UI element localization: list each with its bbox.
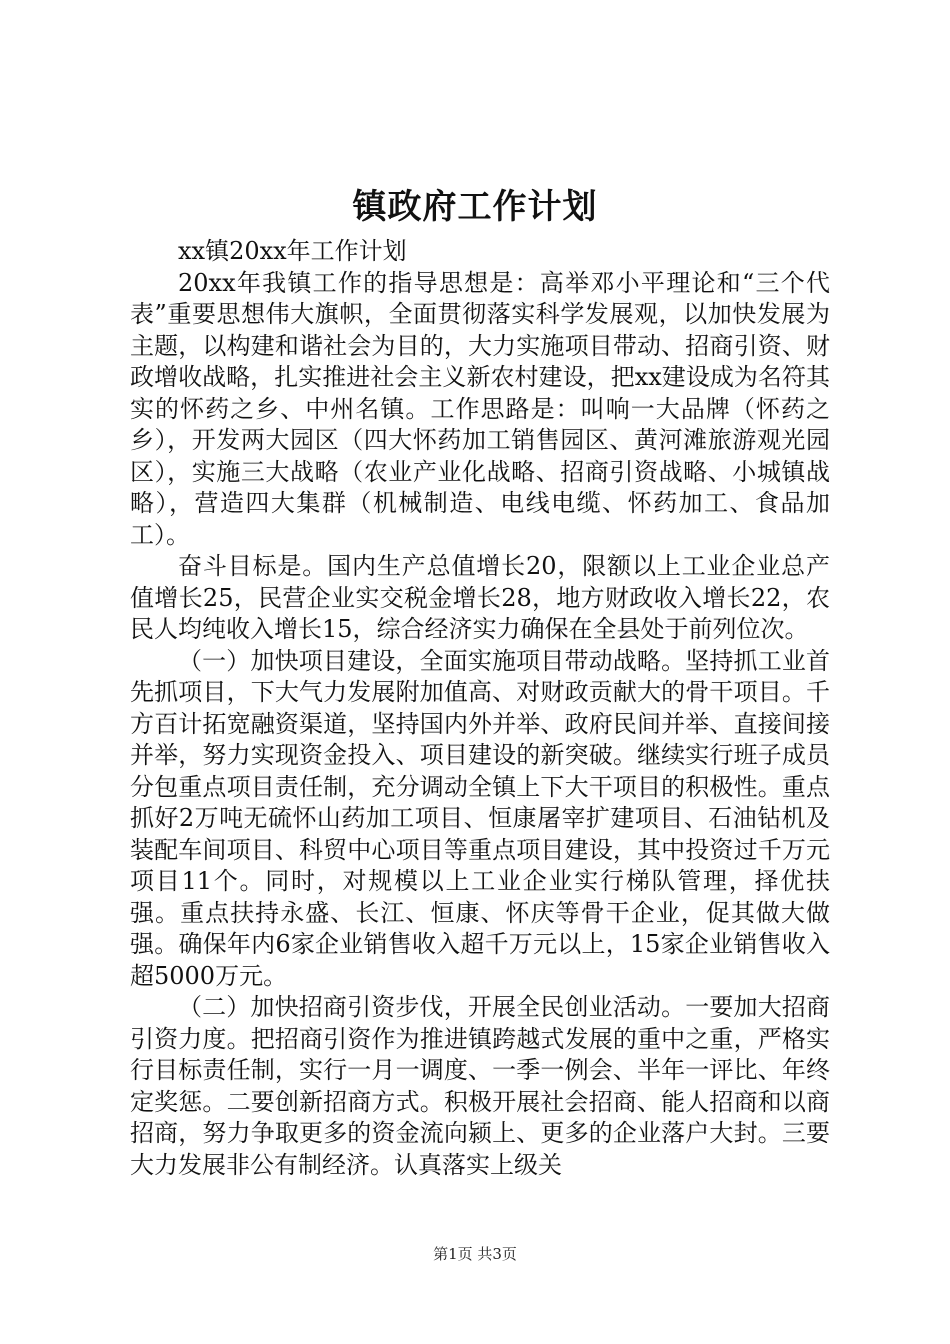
paragraph-investment-promotion: （二）加快招商引资步伐，开展全民创业活动。一要加大招商引资力度。把招商引资作为推进镇跨越式发展的重中之重，严格实行目标责任制，实行一月一调度、一季一例会、半年一评比、年终定奖惩。二要创新招商方式。积极开展社会招商、能人招商和以商招商，努力争取更多的资金流向颍上、更多的企业落户大封。三要大力发展非公有制经济。认真落实上级关 — [130, 993, 830, 1179]
page-footer: 第1页 共3页 — [433, 1245, 517, 1263]
document-subtitle: xx镇20xx年工作计划 — [178, 237, 407, 265]
paragraph-goals: 奋斗目标是。国内生产总值增长20，限额以上工业企业总产值增长25，民营企业实交税金增长28，地方财政收入增长22，农民人均纯收入增长15，综合经济实力确保在全县处于前列位次。 — [130, 552, 830, 643]
document-title: 镇政府工作计划 — [352, 187, 598, 227]
paragraph-project-construction: （一）加快项目建设，全面实施项目带动战略。坚持抓工业首先抓项目，下大气力发展附加值高、对财政贡献大的骨干项目。千方百计拓宽融资渠道，坚持国内外并举、政府民间并举、直接间接并举，努力实现资金投入、项目建设的新突破。继续实行班子成员分包重点项目责任制，充分调动全镇上下大干项目的积极性。重点抓好2万吨无硫怀山药加工项目、恒康屠宰扩建项目、石油钻机及装配车间项目、科贸中心项目等重点项目建设，其中投资过千万元项目11个。同时，对规模以上工业企业实行梯队管理，择优扶强。重点扶持永盛、长江、恒康、怀庆等骨干企业，促其做大做强。确保年内6家企业销售收入超千万元以上，15家企业销售收入超5000万元。 — [130, 646, 830, 990]
paragraph-guiding-thought: 20xx年我镇工作的指导思想是：高举邓小平理论和“三个代表”重要思想伟大旗帜，全面贯彻落实科学发展观，以加快发展为主题，以构建和谐社会为目的，大力实施项目带动、招商引资、财政增收战略，扎实推进社会主义新农村建设，把xx建设成为名符其实的怀药之乡、中州名镇。工作思路是：叫响一大品牌（怀药之乡），开发两大园区（四大怀药加工销售园区、黄河滩旅游观光园区），实施三大战略（农业产业化战略、招商引资战略、小城镇战略），营造四大集群（机械制造、电线电缆、怀药加工、食品加工）。 — [130, 268, 830, 549]
document-body — [130, 236, 830, 1181]
